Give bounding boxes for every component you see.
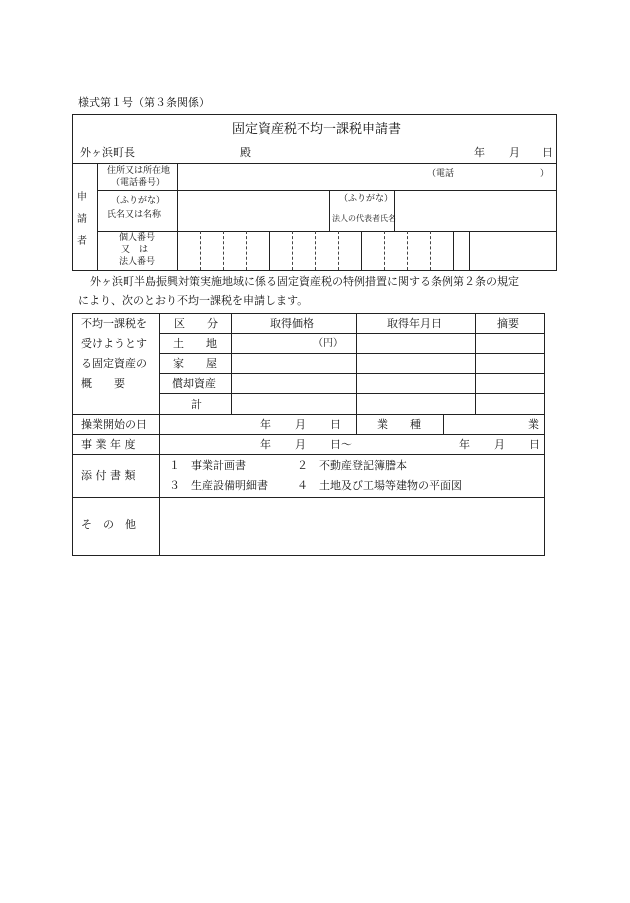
phone-open: （電話	[427, 169, 455, 179]
op-start-year: 年	[260, 418, 271, 431]
row-total: 計	[191, 398, 202, 411]
fiscal-start-day: 日〜	[330, 438, 352, 451]
rep-furigana-label: （ふりがな）	[339, 194, 394, 204]
fiscal-label: 事 業 年 度	[81, 438, 136, 451]
asset-side-label-4: 概 要	[81, 377, 125, 390]
industry-suffix: 業	[528, 418, 539, 431]
attach-item-2: ２ 不動産登記簿謄本	[297, 459, 407, 472]
header-category: 区 分	[174, 317, 218, 330]
header-remarks: 摘要	[497, 317, 519, 330]
id-label-1: 個人番号	[119, 233, 156, 243]
attach-item-3: ３ 生産設備明細書	[169, 479, 268, 492]
other-label: そ の 他	[81, 518, 136, 531]
applicant-side-label-3: 者	[77, 236, 87, 247]
op-start-month: 月	[295, 418, 306, 431]
other-field[interactable]	[160, 498, 543, 554]
asset-side-label-1: 不均一課税を	[81, 317, 147, 330]
header-acquisition-price: 取得価格	[270, 317, 314, 330]
date-month: 月	[509, 146, 520, 159]
asset-side-label-2: 受けようとす	[81, 337, 147, 350]
phone-close: ）	[540, 169, 550, 179]
fiscal-end-day: 日	[529, 438, 540, 451]
fiscal-end-year: 年	[459, 438, 470, 451]
rep-name-label: 法人の代表者氏名	[332, 214, 396, 223]
form-title: 固定資産税不均一課税申請書	[232, 122, 402, 137]
row-land: 土 地	[173, 337, 217, 350]
asset-table	[72, 313, 545, 556]
attach-label: 添 付 書 類	[81, 469, 136, 482]
industry-label: 業 種	[377, 418, 421, 431]
honorific: 殿	[240, 146, 251, 159]
applicant-box	[72, 114, 557, 271]
name-label: 氏名又は名称	[107, 210, 162, 220]
statement-line-1: 外ヶ浜町半島振興対策実施地域に係る固定資産税の特例措置に関する条例第２条の規定	[90, 275, 519, 288]
statement-line-2: により、次のとおり不均一課税を申請します。	[78, 294, 309, 307]
applicant-side-label-1: 申	[77, 192, 87, 203]
date-day: 日	[542, 146, 553, 159]
attach-item-4: ４ 土地及び工場等建物の平面図	[297, 479, 462, 492]
attach-item-1: １ 事業計画書	[169, 459, 246, 472]
yen-unit: （円）	[313, 338, 343, 349]
op-start-day: 日	[330, 418, 341, 431]
form-number: 様式第１号（第３条関係）	[78, 96, 210, 109]
fiscal-start-year: 年	[260, 438, 271, 451]
op-start-label: 操業開始の日	[81, 418, 147, 431]
fiscal-start-month: 月	[295, 438, 306, 451]
row-depreciable: 償却資産	[172, 377, 216, 390]
applicant-side-label-2: 請	[77, 214, 87, 225]
furigana-label: （ふりがな）	[111, 196, 166, 206]
phone-number-label: （電話番号）	[111, 178, 166, 188]
header-acquisition-date: 取得年月日	[387, 317, 442, 330]
asset-side-label-3: る固定資産の	[81, 357, 147, 370]
id-label-3: 法人番号	[119, 257, 156, 267]
row-house: 家 屋	[173, 357, 217, 370]
address-label: 住所又は所在地	[107, 166, 171, 176]
addressee: 外ヶ浜町長	[80, 146, 135, 159]
id-label-2: 又 は	[121, 245, 149, 255]
date-year: 年	[474, 146, 485, 159]
fiscal-end-month: 月	[494, 438, 505, 451]
